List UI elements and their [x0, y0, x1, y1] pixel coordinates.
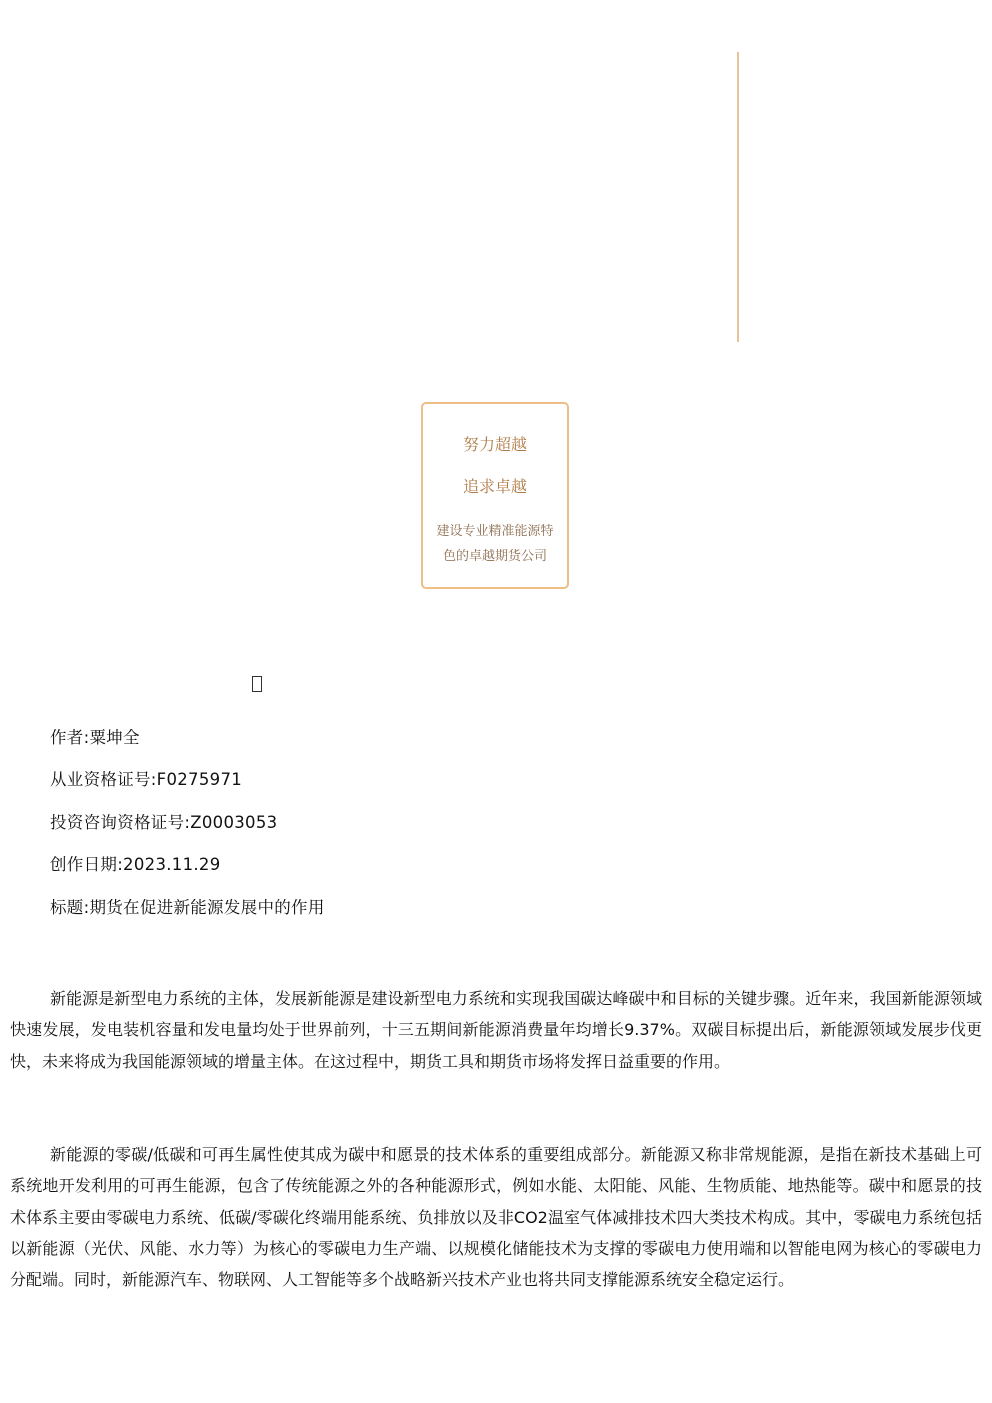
slogan-line-2: 追求卓越 [462, 477, 527, 496]
vertical-divider [737, 52, 739, 342]
title-line: 标题:期货在促进新能源发展中的作用 [50, 898, 325, 917]
date-line: 创作日期:2023.11.29 [50, 855, 221, 874]
body-paragraph-2: 新能源的零碳/低碳和可再生属性使其成为碳中和愿景的技术体系的重要组成部分。新能源又称非常规能源，是指在新技术基础上可系统地开发利用的可再生能源，包含了传统能源之外的各种能源形式，例如水能、太阳能、风能、生物质能、地热能等。碳中和愿景的技术体系主要由零碳电力系统、低碳/零碳化终端用能系统、负排放以及非CO2温室气体减排技术四大类技术构成。其中，零碳电力系统包括以新能源（光伏、风能、水力等）为核心的零碳电力生产端、以规模化储能技术为支撑的零碳电力使用端和以智能电网为核心的零碳电力分配端。同时，新能源汽车、物联网、人工智能等多个战略新兴技术产业也将共同支撑能源系统安全稳定运行。 [10, 1145, 982, 1290]
slogan-box [421, 402, 569, 589]
slogan-subtitle: 建设专业精准能源特色的卓越期货公司 [436, 524, 554, 564]
advisory-cert-line: 投资咨询资格证号:Z0003053 [50, 813, 278, 832]
missing-glyph-icon [252, 676, 262, 692]
author-line: 作者:粟坤全 [50, 728, 140, 747]
body-paragraph-1: 新能源是新型电力系统的主体，发展新能源是建设新型电力系统和实现我国碳达峰碳中和目标的关键步骤。近年来，我国新能源领域快速发展，发电装机容量和发电量均处于世界前列，十三五期间新能源消费量年均增长9.37%。双碳目标提出后，新能源领域发展步伐更快，未来将成为我国能源领域的增量主体。在这过程中，期货工具和期货市场将发挥日益重要的作用。 [10, 989, 982, 1071]
slogan-line-1: 努力超越 [462, 435, 527, 454]
practice-cert-line: 从业资格证号:F0275971 [50, 770, 243, 789]
